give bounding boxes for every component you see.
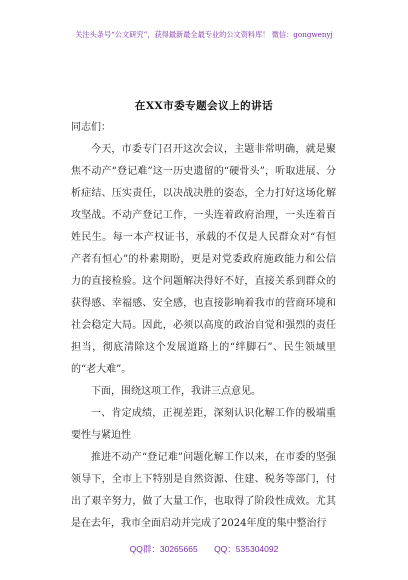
header-banner: 关注头条号“公文研究”，获得最新最全最专业的公文资料库！ 微信：gongwenyj <box>75 30 333 39</box>
document-body <box>71 117 336 535</box>
paragraph-transition: 下面，围绕这项工作，我讲三点意见。 <box>91 386 261 397</box>
footer-contact <box>0 543 408 555</box>
footer-qq-group: QQ群：30265665 <box>129 544 198 554</box>
section-heading-1: 一、肯定成绩，正视差距，深刻认识化解工作的极端重要性与紧迫性 <box>71 408 336 441</box>
paragraph-section-1: 推进不动产“登记难”问题化解工作以来，在市委的坚强领导下，全市上下特别是自然资源、住建、税务等部门，付出了艰辛努力，做了大量工作，也取得了阶段性成效。尤其是在去年，我市全面启动并完成了2024年度的集中整治行 <box>71 452 336 529</box>
document-title: 在XX市委专题会议上的讲话 <box>134 100 274 112</box>
paragraph-intro: 今天，市委专门召开这次会议，主题非常明确，就是聚焦不动产“登记难”这一历史遗留的“硬骨头”，听取进展、分析症结、压实责任，以决战决胜的姿态，全力打好这场化解攻坚战。不动产登记工作，一头连着政府治理，一头连着百姓民生。每一本产权证书，承载的不仅是人民群众对“有恒产者有恒心”的朴素期盼，更是对党委政府施政能力和公信力的直接检验。这个问题解决得好不好，直接关系到群众的获得感、幸福感、安全感，也直接影响着我市的营商环境和社会稳定大局。因此，必须以高度的政治自觉和强烈的责任担当，彻底清除这个发展道路上的“绊脚石”、民生领域里的“老大难”。 <box>71 144 336 375</box>
footer-qq: QQ：535304092 <box>214 544 279 554</box>
salutation: 同志们： <box>71 122 111 133</box>
